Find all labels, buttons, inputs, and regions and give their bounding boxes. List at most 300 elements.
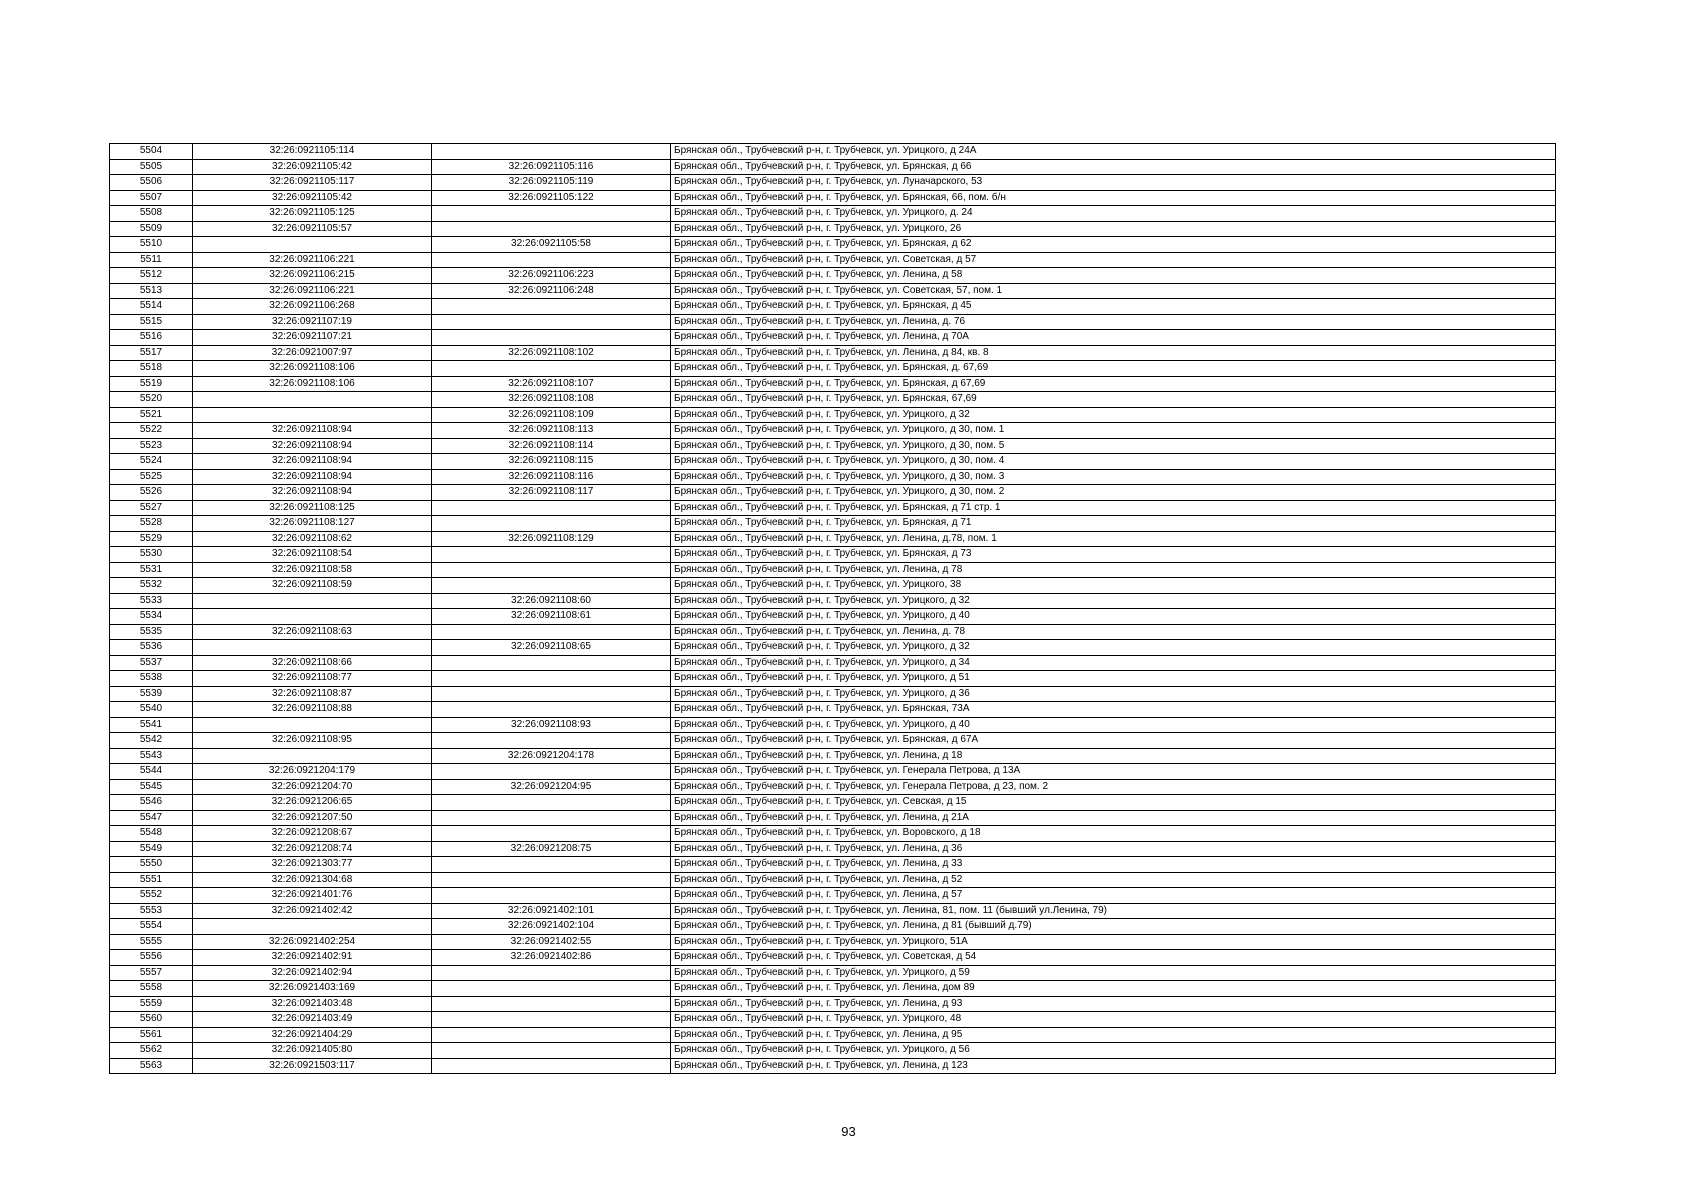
row-number-cell: 5511 xyxy=(110,252,193,268)
row-number-cell: 5520 xyxy=(110,392,193,408)
address-cell: Брянская обл., Трубчевский р-н, г. Трубчевск, ул. Луначарского, 53 xyxy=(671,175,1556,191)
address-cell: Брянская обл., Трубчевский р-н, г. Трубчевск, ул. Брянская, д. 67,69 xyxy=(671,361,1556,377)
registry-table-body xyxy=(110,144,1556,1074)
object-cadastral-number-cell xyxy=(432,221,671,237)
object-cadastral-number-cell: 32:26:0921204:95 xyxy=(432,779,671,795)
object-cadastral-number-cell xyxy=(432,361,671,377)
object-cadastral-number-cell xyxy=(432,655,671,671)
row-number-cell: 5563 xyxy=(110,1058,193,1074)
table-row xyxy=(110,965,1556,981)
cadastral-number-cell: 32:26:0921108:59 xyxy=(193,578,432,594)
cadastral-number-cell xyxy=(193,237,432,253)
address-cell: Брянская обл., Трубчевский р-н, г. Трубчевск, ул. Ленина, д 84, кв. 8 xyxy=(671,345,1556,361)
object-cadastral-number-cell xyxy=(432,299,671,315)
address-cell: Брянская обл., Трубчевский р-н, г. Трубчевск, ул. Брянская, 73А xyxy=(671,702,1556,718)
cadastral-number-cell: 32:26:0921108:127 xyxy=(193,516,432,532)
cadastral-number-cell: 32:26:0921108:77 xyxy=(193,671,432,687)
row-number-cell: 5504 xyxy=(110,144,193,160)
table-row xyxy=(110,841,1556,857)
table-row xyxy=(110,640,1556,656)
object-cadastral-number-cell: 32:26:0921108:102 xyxy=(432,345,671,361)
table-row xyxy=(110,934,1556,950)
object-cadastral-number-cell: 32:26:0921204:178 xyxy=(432,748,671,764)
object-cadastral-number-cell: 32:26:0921108:108 xyxy=(432,392,671,408)
address-cell: Брянская обл., Трубчевский р-н, г. Трубчевск, ул. Брянская, 66, пом. б/н xyxy=(671,190,1556,206)
row-number-cell: 5514 xyxy=(110,299,193,315)
cadastral-number-cell xyxy=(193,717,432,733)
address-cell: Брянская обл., Трубчевский р-н, г. Трубчевск, ул. Ленина, дом 89 xyxy=(671,981,1556,997)
object-cadastral-number-cell xyxy=(432,314,671,330)
object-cadastral-number-cell: 32:26:0921105:122 xyxy=(432,190,671,206)
address-cell: Брянская обл., Трубчевский р-н, г. Трубчевск, ул. Ленина, д 58 xyxy=(671,268,1556,284)
address-cell: Брянская обл., Трубчевский р-н, г. Трубчевск, ул. Урицкого, д 56 xyxy=(671,1043,1556,1059)
row-number-cell: 5553 xyxy=(110,903,193,919)
cadastral-number-cell xyxy=(193,640,432,656)
table-row xyxy=(110,283,1556,299)
object-cadastral-number-cell: 32:26:0921108:93 xyxy=(432,717,671,733)
address-cell: Брянская обл., Трубчевский р-н, г. Трубчевск, ул. Ленина, д. 78 xyxy=(671,624,1556,640)
cadastral-number-cell: 32:26:0921404:29 xyxy=(193,1027,432,1043)
address-cell: Брянская обл., Трубчевский р-н, г. Трубчевск, ул. Ленина, д 70А xyxy=(671,330,1556,346)
cadastral-number-cell: 32:26:0921105:42 xyxy=(193,190,432,206)
address-cell: Брянская обл., Трубчевский р-н, г. Трубчевск, ул. Ленина, 81, пом. 11 (бывший ул.Ленина, 79) xyxy=(671,903,1556,919)
table-row xyxy=(110,655,1556,671)
table-row xyxy=(110,392,1556,408)
table-row xyxy=(110,733,1556,749)
object-cadastral-number-cell xyxy=(432,996,671,1012)
row-number-cell: 5538 xyxy=(110,671,193,687)
row-number-cell: 5505 xyxy=(110,159,193,175)
table-row xyxy=(110,407,1556,423)
table-row xyxy=(110,919,1556,935)
row-number-cell: 5515 xyxy=(110,314,193,330)
table-row xyxy=(110,578,1556,594)
object-cadastral-number-cell xyxy=(432,702,671,718)
address-cell: Брянская обл., Трубчевский р-н, г. Трубчевск, ул. Брянская, д 71 стр. 1 xyxy=(671,500,1556,516)
row-number-cell: 5559 xyxy=(110,996,193,1012)
address-cell: Брянская обл., Трубчевский р-н, г. Трубчевск, ул. Урицкого, д 40 xyxy=(671,609,1556,625)
row-number-cell: 5521 xyxy=(110,407,193,423)
object-cadastral-number-cell: 32:26:0921105:116 xyxy=(432,159,671,175)
row-number-cell: 5542 xyxy=(110,733,193,749)
address-cell: Брянская обл., Трубчевский р-н, г. Трубчевск, ул. Советская, 57, пом. 1 xyxy=(671,283,1556,299)
cadastral-number-cell: 32:26:0921108:94 xyxy=(193,485,432,501)
cadastral-number-cell: 32:26:0921208:74 xyxy=(193,841,432,857)
table-row xyxy=(110,764,1556,780)
table-row xyxy=(110,996,1556,1012)
object-cadastral-number-cell: 32:26:0921108:129 xyxy=(432,531,671,547)
table-row xyxy=(110,330,1556,346)
object-cadastral-number-cell: 32:26:0921108:109 xyxy=(432,407,671,423)
object-cadastral-number-cell xyxy=(432,857,671,873)
object-cadastral-number-cell xyxy=(432,686,671,702)
row-number-cell: 5540 xyxy=(110,702,193,718)
row-number-cell: 5545 xyxy=(110,779,193,795)
table-row xyxy=(110,500,1556,516)
address-cell: Брянская обл., Трубчевский р-н, г. Трубчевск, ул. Урицкого, д 34 xyxy=(671,655,1556,671)
table-row xyxy=(110,252,1556,268)
row-number-cell: 5547 xyxy=(110,810,193,826)
address-cell: Брянская обл., Трубчевский р-н, г. Трубчевск, ул. Брянская, 67,69 xyxy=(671,392,1556,408)
cadastral-number-cell: 32:26:0921401:76 xyxy=(193,888,432,904)
table-row xyxy=(110,562,1556,578)
object-cadastral-number-cell xyxy=(432,826,671,842)
cadastral-number-cell: 32:26:0921503:117 xyxy=(193,1058,432,1074)
object-cadastral-number-cell xyxy=(432,965,671,981)
table-row xyxy=(110,826,1556,842)
row-number-cell: 5556 xyxy=(110,950,193,966)
table-row xyxy=(110,547,1556,563)
address-cell: Брянская обл., Трубчевский р-н, г. Трубчевск, ул. Ленина, д 36 xyxy=(671,841,1556,857)
address-cell: Брянская обл., Трубчевский р-н, г. Трубчевск, ул. Урицкого, 26 xyxy=(671,221,1556,237)
row-number-cell: 5561 xyxy=(110,1027,193,1043)
address-cell: Брянская обл., Трубчевский р-н, г. Трубчевск, ул. Советская, д 54 xyxy=(671,950,1556,966)
table-row xyxy=(110,1043,1556,1059)
address-cell: Брянская обл., Трубчевский р-н, г. Трубчевск, ул. Урицкого, 38 xyxy=(671,578,1556,594)
object-cadastral-number-cell xyxy=(432,144,671,160)
row-number-cell: 5523 xyxy=(110,438,193,454)
object-cadastral-number-cell: 32:26:0921402:55 xyxy=(432,934,671,950)
cadastral-number-cell: 32:26:0921403:49 xyxy=(193,1012,432,1028)
row-number-cell: 5541 xyxy=(110,717,193,733)
table-row xyxy=(110,206,1556,222)
address-cell: Брянская обл., Трубчевский р-н, г. Трубчевск, ул. Урицкого, д. 24 xyxy=(671,206,1556,222)
address-cell: Брянская обл., Трубчевский р-н, г. Трубчевск, ул. Брянская, д 73 xyxy=(671,547,1556,563)
cadastral-number-cell: 32:26:0921108:54 xyxy=(193,547,432,563)
cadastral-number-cell: 32:26:0921108:63 xyxy=(193,624,432,640)
address-cell: Брянская обл., Трубчевский р-н, г. Трубчевск, ул. Брянская, д 71 xyxy=(671,516,1556,532)
row-number-cell: 5524 xyxy=(110,454,193,470)
row-number-cell: 5539 xyxy=(110,686,193,702)
row-number-cell: 5552 xyxy=(110,888,193,904)
object-cadastral-number-cell xyxy=(432,733,671,749)
address-cell: Брянская обл., Трубчевский р-н, г. Трубчевск, ул. Воровского, д 18 xyxy=(671,826,1556,842)
row-number-cell: 5531 xyxy=(110,562,193,578)
object-cadastral-number-cell xyxy=(432,1058,671,1074)
cadastral-number-cell: 32:26:0921108:94 xyxy=(193,469,432,485)
cadastral-number-cell: 32:26:0921105:42 xyxy=(193,159,432,175)
address-cell: Брянская обл., Трубчевский р-н, г. Трубчевск, ул. Ленина, д 93 xyxy=(671,996,1556,1012)
object-cadastral-number-cell xyxy=(432,1043,671,1059)
address-cell: Брянская обл., Трубчевский р-н, г. Трубчевск, ул. Урицкого, д 32 xyxy=(671,407,1556,423)
row-number-cell: 5527 xyxy=(110,500,193,516)
row-number-cell: 5510 xyxy=(110,237,193,253)
row-number-cell: 5562 xyxy=(110,1043,193,1059)
cadastral-number-cell: 32:26:0921403:169 xyxy=(193,981,432,997)
row-number-cell: 5509 xyxy=(110,221,193,237)
cadastral-number-cell xyxy=(193,392,432,408)
row-number-cell: 5557 xyxy=(110,965,193,981)
row-number-cell: 5507 xyxy=(110,190,193,206)
object-cadastral-number-cell: 32:26:0921108:113 xyxy=(432,423,671,439)
row-number-cell: 5535 xyxy=(110,624,193,640)
cadastral-number-cell: 32:26:0921402:94 xyxy=(193,965,432,981)
cadastral-number-cell: 32:26:0921108:94 xyxy=(193,454,432,470)
object-cadastral-number-cell xyxy=(432,578,671,594)
object-cadastral-number-cell: 32:26:0921108:117 xyxy=(432,485,671,501)
table-row xyxy=(110,810,1556,826)
table-row xyxy=(110,1027,1556,1043)
object-cadastral-number-cell xyxy=(432,671,671,687)
cadastral-number-cell: 32:26:0921108:94 xyxy=(193,438,432,454)
object-cadastral-number-cell: 32:26:0921108:60 xyxy=(432,593,671,609)
address-cell: Брянская обл., Трубчевский р-н, г. Трубчевск, ул. Брянская, д 45 xyxy=(671,299,1556,315)
cadastral-number-cell: 32:26:0921105:125 xyxy=(193,206,432,222)
address-cell: Брянская обл., Трубчевский р-н, г. Трубчевск, ул. Урицкого, д 30, пом. 4 xyxy=(671,454,1556,470)
address-cell: Брянская обл., Трубчевский р-н, г. Трубчевск, ул. Брянская, д 67,69 xyxy=(671,376,1556,392)
cadastral-number-cell xyxy=(193,919,432,935)
row-number-cell: 5543 xyxy=(110,748,193,764)
row-number-cell: 5508 xyxy=(110,206,193,222)
address-cell: Брянская обл., Трубчевский р-н, г. Трубчевск, ул. Ленина, д 33 xyxy=(671,857,1556,873)
cadastral-number-cell: 32:26:0921402:91 xyxy=(193,950,432,966)
row-number-cell: 5550 xyxy=(110,857,193,873)
page-number: 93 xyxy=(841,1124,856,1139)
table-row xyxy=(110,175,1556,191)
object-cadastral-number-cell xyxy=(432,500,671,516)
row-number-cell: 5560 xyxy=(110,1012,193,1028)
cadastral-number-cell: 32:26:0921107:19 xyxy=(193,314,432,330)
address-cell: Брянская обл., Трубчевский р-н, г. Трубчевск, ул. Урицкого, д 51 xyxy=(671,671,1556,687)
cadastral-number-cell: 32:26:0921106:221 xyxy=(193,252,432,268)
object-cadastral-number-cell: 32:26:0921106:223 xyxy=(432,268,671,284)
cadastral-number-cell xyxy=(193,593,432,609)
table-row xyxy=(110,376,1556,392)
cadastral-number-cell xyxy=(193,609,432,625)
table-row xyxy=(110,624,1556,640)
object-cadastral-number-cell: 32:26:0921108:114 xyxy=(432,438,671,454)
table-row xyxy=(110,795,1556,811)
address-cell: Брянская обл., Трубчевский р-н, г. Трубчевск, ул. Советская, д 57 xyxy=(671,252,1556,268)
table-row xyxy=(110,299,1556,315)
table-row xyxy=(110,872,1556,888)
cadastral-number-cell: 32:26:0921108:87 xyxy=(193,686,432,702)
property-registry-table xyxy=(109,143,1556,1074)
object-cadastral-number-cell xyxy=(432,516,671,532)
address-cell: Брянская обл., Трубчевский р-н, г. Трубчевск, ул. Ленина, д 21А xyxy=(671,810,1556,826)
object-cadastral-number-cell xyxy=(432,330,671,346)
address-cell: Брянская обл., Трубчевский р-н, г. Трубчевск, ул. Ленина, д 57 xyxy=(671,888,1556,904)
object-cadastral-number-cell: 32:26:0921108:65 xyxy=(432,640,671,656)
object-cadastral-number-cell: 32:26:0921108:115 xyxy=(432,454,671,470)
object-cadastral-number-cell xyxy=(432,1027,671,1043)
cadastral-number-cell: 32:26:0921106:215 xyxy=(193,268,432,284)
table-row xyxy=(110,593,1556,609)
address-cell: Брянская обл., Трубчевский р-н, г. Трубчевск, ул. Урицкого, д 24А xyxy=(671,144,1556,160)
row-number-cell: 5526 xyxy=(110,485,193,501)
row-number-cell: 5525 xyxy=(110,469,193,485)
row-number-cell: 5551 xyxy=(110,872,193,888)
address-cell: Брянская обл., Трубчевский р-н, г. Трубчевск, ул. Генерала Петрова, д 13А xyxy=(671,764,1556,780)
row-number-cell: 5517 xyxy=(110,345,193,361)
object-cadastral-number-cell: 32:26:0921105:119 xyxy=(432,175,671,191)
object-cadastral-number-cell: 32:26:0921402:101 xyxy=(432,903,671,919)
table-row xyxy=(110,531,1556,547)
object-cadastral-number-cell: 32:26:0921402:104 xyxy=(432,919,671,935)
object-cadastral-number-cell: 32:26:0921106:248 xyxy=(432,283,671,299)
address-cell: Брянская обл., Трубчевский р-н, г. Трубчевск, ул. Ленина, д. 76 xyxy=(671,314,1556,330)
cadastral-number-cell: 32:26:0921108:66 xyxy=(193,655,432,671)
cadastral-number-cell xyxy=(193,748,432,764)
object-cadastral-number-cell xyxy=(432,252,671,268)
cadastral-number-cell: 32:26:0921108:95 xyxy=(193,733,432,749)
row-number-cell: 5519 xyxy=(110,376,193,392)
address-cell: Брянская обл., Трубчевский р-н, г. Трубчевск, ул. Брянская, д 62 xyxy=(671,237,1556,253)
table-row xyxy=(110,671,1556,687)
row-number-cell: 5530 xyxy=(110,547,193,563)
address-cell: Брянская обл., Трубчевский р-н, г. Трубчевск, ул. Ленина, д 52 xyxy=(671,872,1556,888)
table-row xyxy=(110,950,1556,966)
address-cell: Брянская обл., Трубчевский р-н, г. Трубчевск, ул. Урицкого, д 40 xyxy=(671,717,1556,733)
table-row xyxy=(110,159,1556,175)
address-cell: Брянская обл., Трубчевский р-н, г. Трубчевск, ул. Ленина, д 123 xyxy=(671,1058,1556,1074)
table-row xyxy=(110,237,1556,253)
cadastral-number-cell: 32:26:0921402:254 xyxy=(193,934,432,950)
address-cell: Брянская обл., Трубчевский р-н, г. Трубчевск, ул. Брянская, д 66 xyxy=(671,159,1556,175)
address-cell: Брянская обл., Трубчевский р-н, г. Трубчевск, ул. Ленина, д 18 xyxy=(671,748,1556,764)
table-row xyxy=(110,345,1556,361)
row-number-cell: 5546 xyxy=(110,795,193,811)
object-cadastral-number-cell xyxy=(432,624,671,640)
table-row xyxy=(110,779,1556,795)
cadastral-number-cell: 32:26:0921405:80 xyxy=(193,1043,432,1059)
table-row xyxy=(110,686,1556,702)
address-cell: Брянская обл., Трубчевский р-н, г. Трубчевск, ул. Урицкого, д 30, пом. 1 xyxy=(671,423,1556,439)
address-cell: Брянская обл., Трубчевский р-н, г. Трубчевск, ул. Ленина, д 95 xyxy=(671,1027,1556,1043)
cadastral-number-cell: 32:26:0921108:94 xyxy=(193,423,432,439)
table-row xyxy=(110,469,1556,485)
table-row xyxy=(110,438,1556,454)
address-cell: Брянская обл., Трубчевский р-н, г. Трубчевск, ул. Ленина, д 81 (бывший д.79) xyxy=(671,919,1556,935)
cadastral-number-cell: 32:26:0921105:114 xyxy=(193,144,432,160)
table-row xyxy=(110,702,1556,718)
row-number-cell: 5555 xyxy=(110,934,193,950)
cadastral-number-cell: 32:26:0921108:125 xyxy=(193,500,432,516)
address-cell: Брянская обл., Трубчевский р-н, г. Трубчевск, ул. Урицкого, д 30, пом. 3 xyxy=(671,469,1556,485)
cadastral-number-cell: 32:26:0921108:58 xyxy=(193,562,432,578)
table-row xyxy=(110,190,1556,206)
table-row xyxy=(110,454,1556,470)
cadastral-number-cell: 32:26:0921402:42 xyxy=(193,903,432,919)
object-cadastral-number-cell: 32:26:0921105:58 xyxy=(432,237,671,253)
table-row xyxy=(110,144,1556,160)
object-cadastral-number-cell xyxy=(432,764,671,780)
cadastral-number-cell: 32:26:0921208:67 xyxy=(193,826,432,842)
table-row xyxy=(110,1012,1556,1028)
table-row xyxy=(110,748,1556,764)
table-row xyxy=(110,609,1556,625)
address-cell: Брянская обл., Трубчевский р-н, г. Трубчевск, ул. Ленина, д.78, пом. 1 xyxy=(671,531,1556,547)
cadastral-number-cell: 32:26:0921007:97 xyxy=(193,345,432,361)
address-cell: Брянская обл., Трубчевский р-н, г. Трубчевск, ул. Брянская, д 67А xyxy=(671,733,1556,749)
object-cadastral-number-cell xyxy=(432,206,671,222)
row-number-cell: 5512 xyxy=(110,268,193,284)
object-cadastral-number-cell: 32:26:0921208:75 xyxy=(432,841,671,857)
table-row xyxy=(110,857,1556,873)
row-number-cell: 5537 xyxy=(110,655,193,671)
cadastral-number-cell: 32:26:0921207:50 xyxy=(193,810,432,826)
cadastral-number-cell: 32:26:0921105:57 xyxy=(193,221,432,237)
address-cell: Брянская обл., Трубчевский р-н, г. Трубчевск, ул. Севская, д 15 xyxy=(671,795,1556,811)
table-row xyxy=(110,268,1556,284)
row-number-cell: 5533 xyxy=(110,593,193,609)
row-number-cell: 5554 xyxy=(110,919,193,935)
row-number-cell: 5518 xyxy=(110,361,193,377)
cadastral-number-cell: 32:26:0921403:48 xyxy=(193,996,432,1012)
address-cell: Брянская обл., Трубчевский р-н, г. Трубчевск, ул. Урицкого, д 30, пом. 2 xyxy=(671,485,1556,501)
table-row xyxy=(110,516,1556,532)
row-number-cell: 5536 xyxy=(110,640,193,656)
table-row xyxy=(110,423,1556,439)
cadastral-number-cell: 32:26:0921108:62 xyxy=(193,531,432,547)
object-cadastral-number-cell: 32:26:0921108:61 xyxy=(432,609,671,625)
object-cadastral-number-cell: 32:26:0921108:107 xyxy=(432,376,671,392)
object-cadastral-number-cell xyxy=(432,795,671,811)
table-row xyxy=(110,903,1556,919)
cadastral-number-cell: 32:26:0921105:117 xyxy=(193,175,432,191)
table-row xyxy=(110,314,1556,330)
cadastral-number-cell: 32:26:0921303:77 xyxy=(193,857,432,873)
table-row xyxy=(110,485,1556,501)
row-number-cell: 5548 xyxy=(110,826,193,842)
address-cell: Брянская обл., Трубчевский р-н, г. Трубчевск, ул. Урицкого, 48 xyxy=(671,1012,1556,1028)
object-cadastral-number-cell xyxy=(432,981,671,997)
row-number-cell: 5522 xyxy=(110,423,193,439)
cadastral-number-cell: 32:26:0921108:106 xyxy=(193,361,432,377)
object-cadastral-number-cell: 32:26:0921108:116 xyxy=(432,469,671,485)
object-cadastral-number-cell: 32:26:0921402:86 xyxy=(432,950,671,966)
address-cell: Брянская обл., Трубчевский р-н, г. Трубчевск, ул. Урицкого, д 32 xyxy=(671,593,1556,609)
table-row xyxy=(110,221,1556,237)
row-number-cell: 5549 xyxy=(110,841,193,857)
object-cadastral-number-cell xyxy=(432,547,671,563)
object-cadastral-number-cell xyxy=(432,562,671,578)
cadastral-number-cell: 32:26:0921206:65 xyxy=(193,795,432,811)
cadastral-number-cell: 32:26:0921108:106 xyxy=(193,376,432,392)
object-cadastral-number-cell xyxy=(432,888,671,904)
row-number-cell: 5534 xyxy=(110,609,193,625)
cadastral-number-cell: 32:26:0921204:70 xyxy=(193,779,432,795)
cadastral-number-cell xyxy=(193,407,432,423)
object-cadastral-number-cell xyxy=(432,872,671,888)
table-row xyxy=(110,1058,1556,1074)
row-number-cell: 5528 xyxy=(110,516,193,532)
row-number-cell: 5544 xyxy=(110,764,193,780)
object-cadastral-number-cell xyxy=(432,810,671,826)
address-cell: Брянская обл., Трубчевский р-н, г. Трубчевск, ул. Урицкого, 51А xyxy=(671,934,1556,950)
table-row xyxy=(110,888,1556,904)
row-number-cell: 5532 xyxy=(110,578,193,594)
row-number-cell: 5529 xyxy=(110,531,193,547)
address-cell: Брянская обл., Трубчевский р-н, г. Трубчевск, ул. Урицкого, д 30, пом. 5 xyxy=(671,438,1556,454)
address-cell: Брянская обл., Трубчевский р-н, г. Трубчевск, ул. Ленина, д 78 xyxy=(671,562,1556,578)
address-cell: Брянская обл., Трубчевский р-н, г. Трубчевск, ул. Урицкого, д 59 xyxy=(671,965,1556,981)
cadastral-number-cell: 32:26:0921107:21 xyxy=(193,330,432,346)
address-cell: Брянская обл., Трубчевский р-н, г. Трубчевск, ул. Генерала Петрова, д 23, пом. 2 xyxy=(671,779,1556,795)
row-number-cell: 5506 xyxy=(110,175,193,191)
address-cell: Брянская обл., Трубчевский р-н, г. Трубчевск, ул. Урицкого, д 36 xyxy=(671,686,1556,702)
cadastral-number-cell: 32:26:0921204:179 xyxy=(193,764,432,780)
row-number-cell: 5513 xyxy=(110,283,193,299)
row-number-cell: 5516 xyxy=(110,330,193,346)
cadastral-number-cell: 32:26:0921304:68 xyxy=(193,872,432,888)
table-row xyxy=(110,361,1556,377)
cadastral-number-cell: 32:26:0921106:221 xyxy=(193,283,432,299)
cadastral-number-cell: 32:26:0921106:268 xyxy=(193,299,432,315)
address-cell: Брянская обл., Трубчевский р-н, г. Трубчевск, ул. Урицкого, д 32 xyxy=(671,640,1556,656)
object-cadastral-number-cell xyxy=(432,1012,671,1028)
cadastral-number-cell: 32:26:0921108:88 xyxy=(193,702,432,718)
